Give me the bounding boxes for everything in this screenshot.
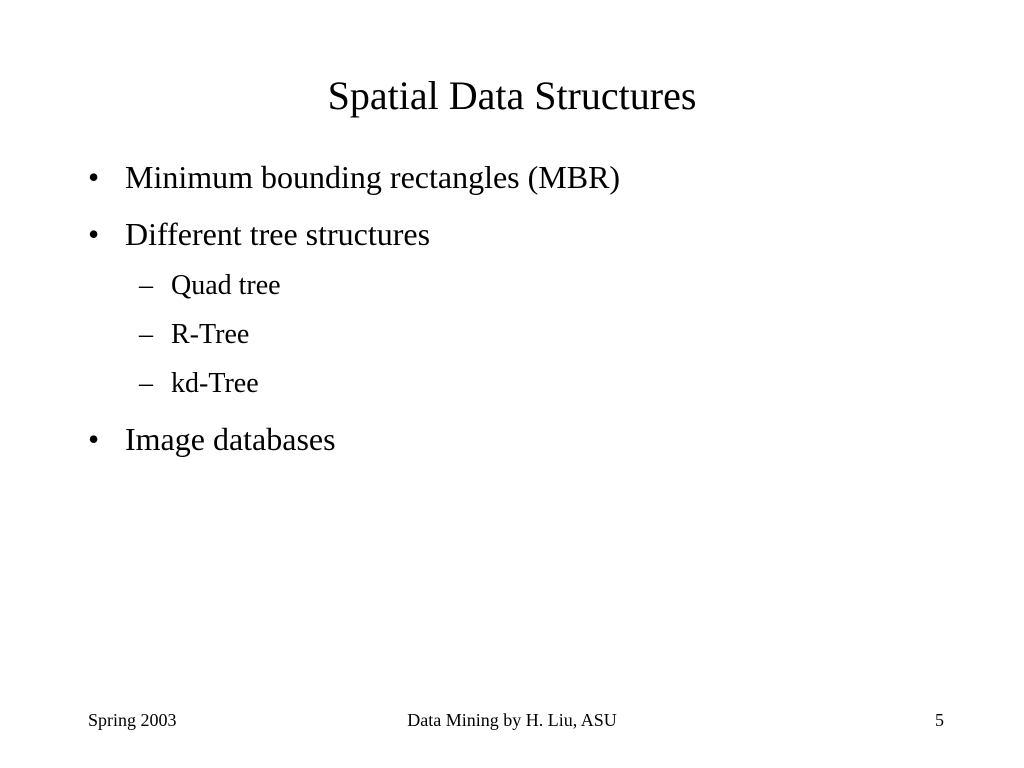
bullet-marker: • (88, 159, 100, 195)
footer-course-title: Data Mining by H. Liu, ASU (407, 710, 617, 730)
footer-page-number: 5 (935, 710, 944, 730)
sub-bullet-text: kd-Tree (171, 368, 259, 399)
sub-bullet-marker: – (139, 270, 153, 301)
bullet-marker: • (88, 421, 100, 457)
sub-bullet-marker: – (139, 319, 153, 350)
slide-title: Spatial Data Structures (327, 73, 697, 118)
bullet-marker: • (88, 216, 100, 252)
sub-bullet-text: R-Tree (171, 319, 250, 350)
bullet-text: Different tree structures (125, 216, 431, 252)
footer-date: Spring 2003 (88, 710, 177, 730)
bullet-text: Minimum bounding rectangles (MBR) (125, 159, 621, 195)
sub-bullet-marker: – (139, 368, 153, 399)
bullet-text: Image databases (125, 421, 336, 457)
sub-bullet-text: Quad tree (171, 270, 281, 301)
